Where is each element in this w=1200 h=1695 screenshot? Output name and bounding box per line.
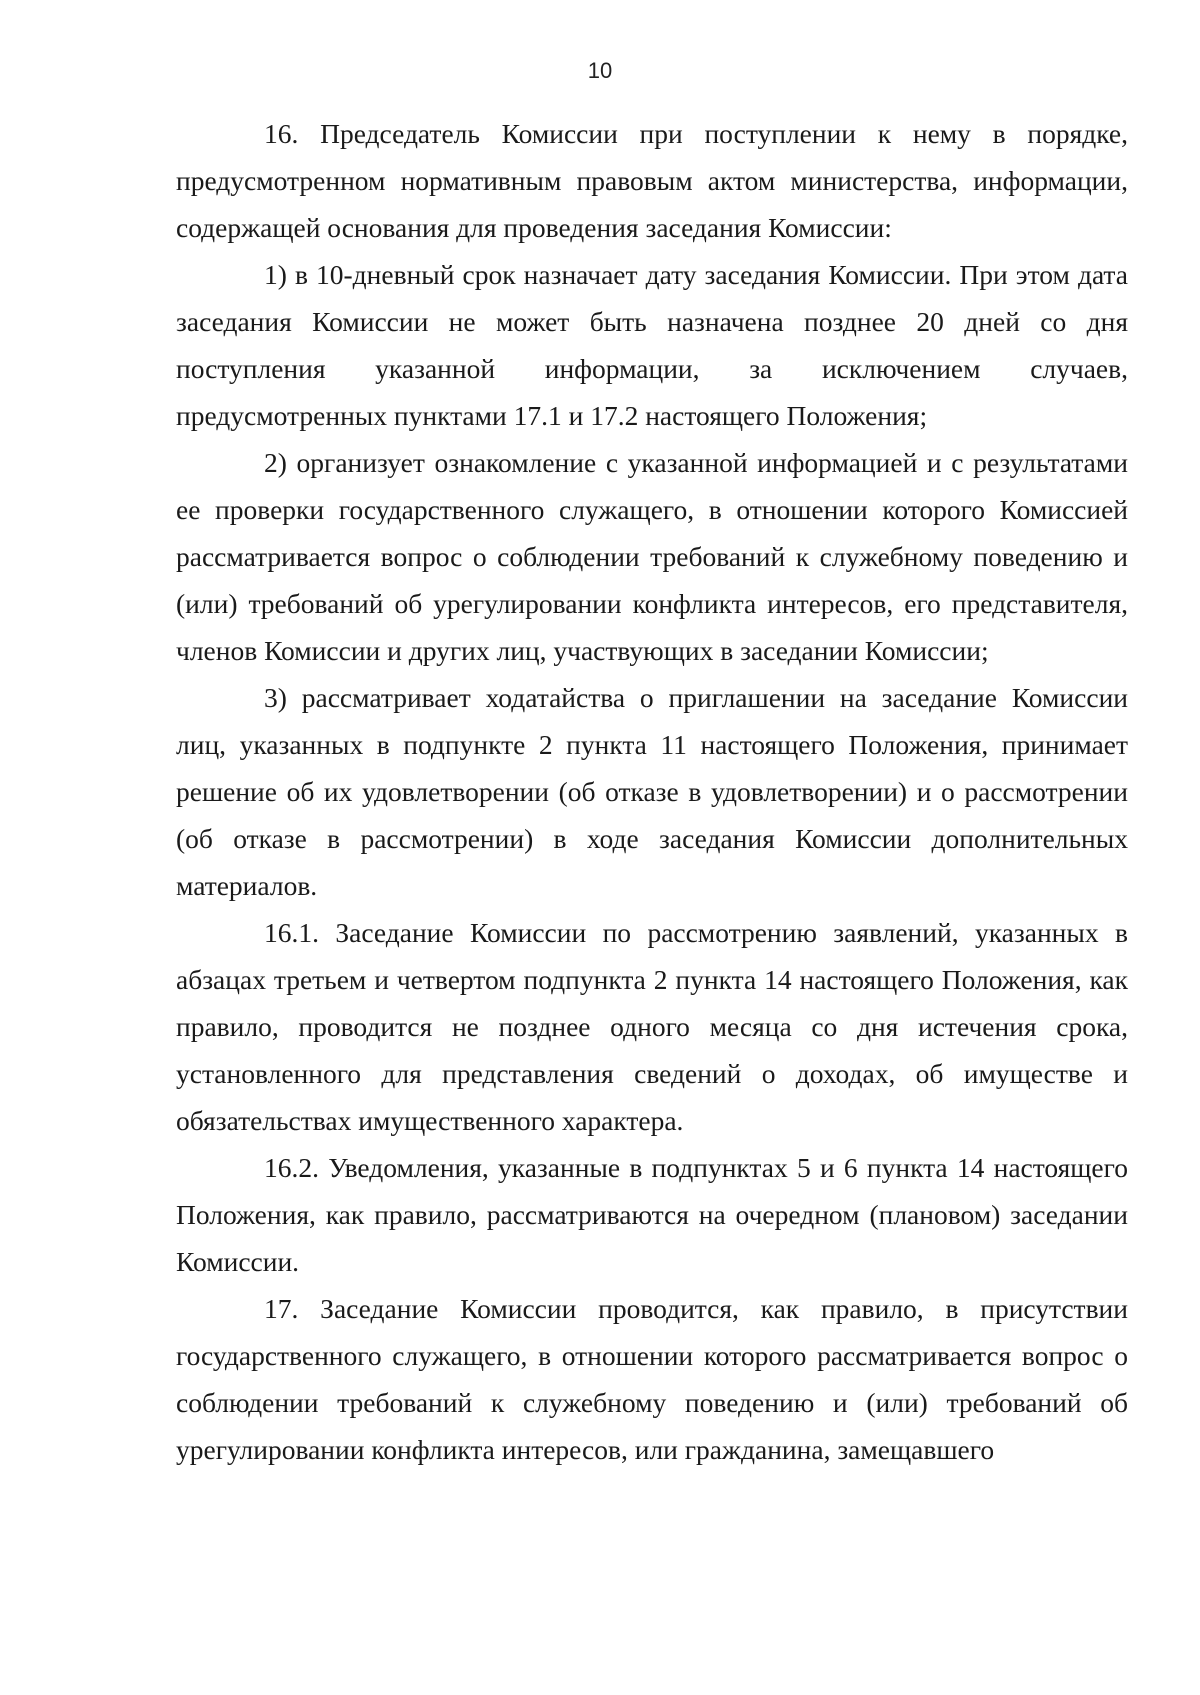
document-body <box>176 110 1128 1473</box>
page-number: 10 <box>587 58 613 83</box>
paragraph-16-1: 16.1. Заседание Комиссии по рассмотрению заявлений, указанных в абзацах третьем и четвертом подпункта 2 пункта 14 настоящего Положения, как правило, проводится не позднее одного месяца со дня истечения срока, установленного для представления сведений о доходах, об имуществе и обязательствах имущественного характера. <box>176 917 1128 1136</box>
paragraph-16-subitem-1: 1) в 10-дневный срок назначает дату заседания Комиссии. При этом дата заседания Комиссии не может быть назначена позднее 20 дней со дня поступления указанной информации, за исключением случаев, предусмотренных пунктами 17.1 и 17.2 настоящего Положения; <box>176 259 1128 431</box>
paragraph-16-subitem-2: 2) организует ознакомление с указанной информацией и с результатами ее проверки государственного служащего, в отношении которого Комиссией рассматривается вопрос о соблюдении требований к служебному поведению и (или) требований об урегулировании конфликта интересов, его представителя, членов Комиссии и других лиц, участвующих в заседании Комиссии; <box>176 447 1128 666</box>
paragraph-16: 16. Председатель Комиссии при поступлении к нему в порядке, предусмотренном нормативным правовым актом министерства, информации, содержащей основания для проведения заседания Комиссии: <box>176 118 1128 243</box>
paragraph-16-2: 16.2. Уведомления, указанные в подпунктах 5 и 6 пункта 14 настоящего Положения, как правило, рассматриваются на очередном (плановом) заседании Комиссии. <box>176 1152 1128 1277</box>
paragraph-16-subitem-3: 3) рассматривает ходатайства о приглашении на заседание Комиссии лиц, указанных в подпункте 2 пункта 11 настоящего Положения, принимает решение об их удовлетворении (об отказе в удовлетворении) и о рассмотрении (об отказе в рассмотрении) в ходе заседания Комиссии дополнительных материалов. <box>176 682 1128 901</box>
paragraph-17: 17. Заседание Комиссии проводится, как правило, в присутствии государственного служащего, в отношении которого рассматривается вопрос о соблюдении требований к служебному поведению и (или) требований об урегулировании конфликта интересов, или гражданина, замещавшего <box>176 1293 1128 1465</box>
